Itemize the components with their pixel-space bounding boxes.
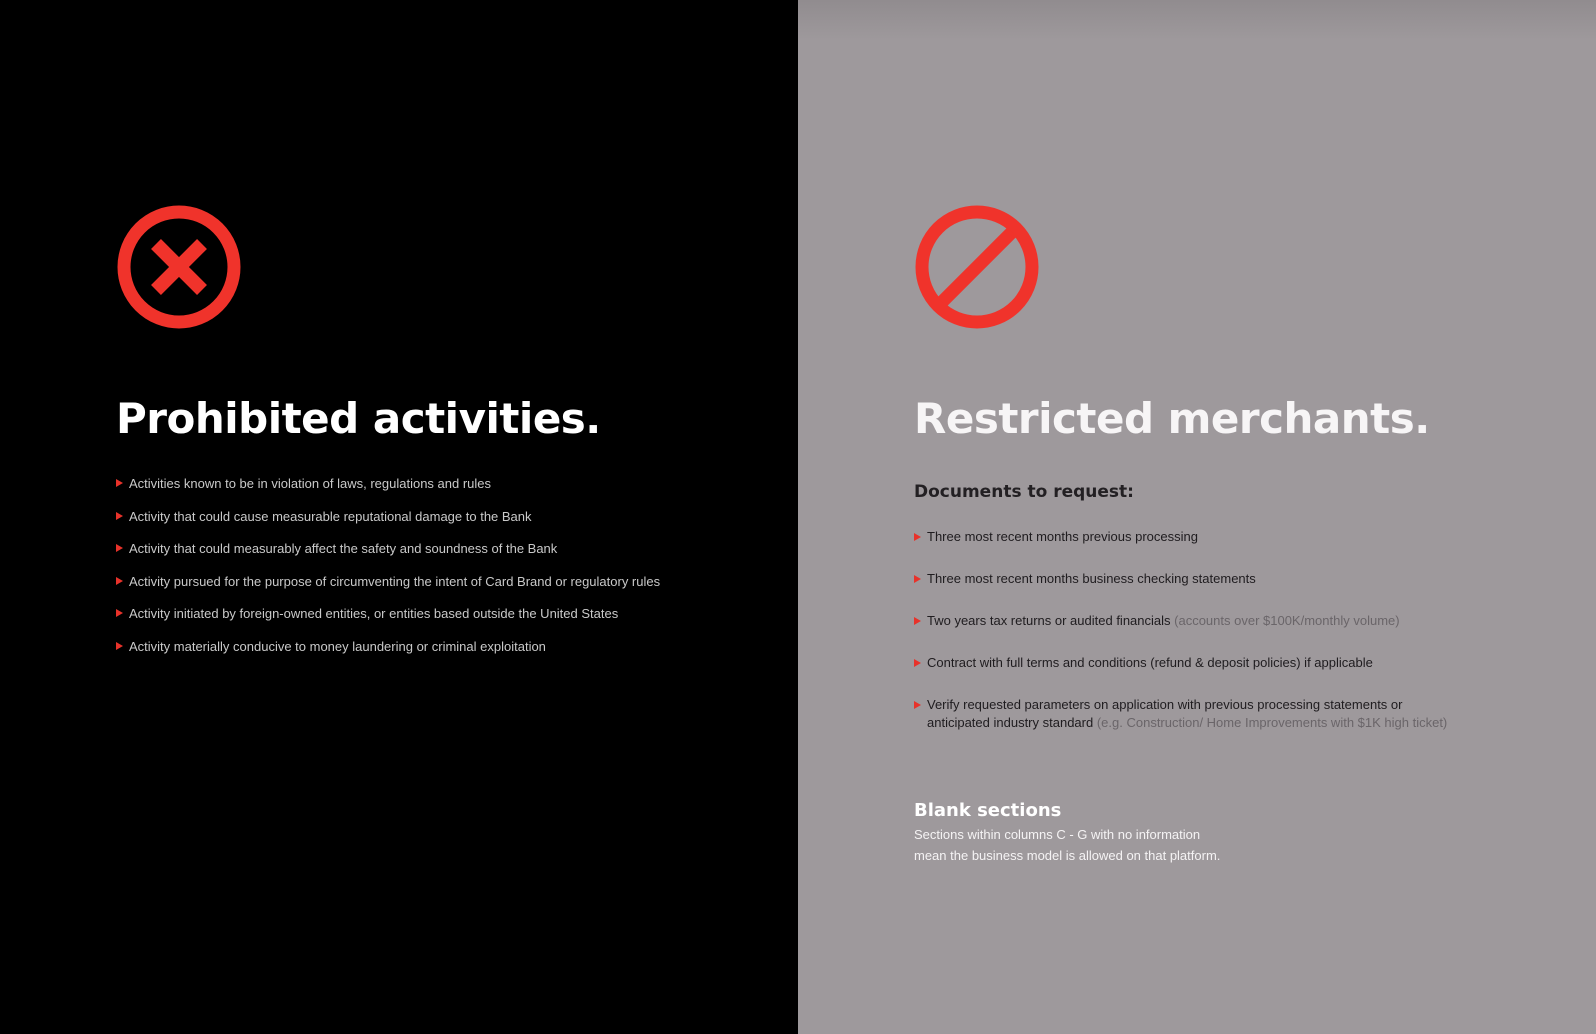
bullet-arrow-icon <box>116 577 123 585</box>
list-item: Three most recent months previous processing <box>914 528 1447 546</box>
restricted-heading: Restricted merchants. <box>914 394 1430 443</box>
documents-list <box>914 528 1447 756</box>
bullet-arrow-icon <box>914 617 921 625</box>
list-item: Activity materially conducive to money laundering or criminal exploitation <box>116 639 660 672</box>
bullet-arrow-icon <box>914 575 921 583</box>
list-item: Activities known to be in violation of laws, regulations and rules <box>116 476 660 509</box>
prohibited-sign-icon <box>914 204 1040 330</box>
bullet-arrow-icon <box>116 642 123 650</box>
list-item: Three most recent months business checking statements <box>914 570 1447 588</box>
list-item: Verify requested parameters on application with previous processing statements or anticipated industry standard (e.g. Construction/ Home Improvements with $1K high ticket) <box>914 696 1447 732</box>
blank-sections-text: Sections within columns C - G with no information mean the business model is allowed on that platform. <box>914 827 1221 863</box>
bullet-arrow-icon <box>914 701 921 709</box>
item-note: (e.g. Construction/ Home Improvements with $1K high ticket) <box>1096 715 1448 730</box>
list-item: Contract with full terms and conditions (refund & deposit policies) if applicable <box>914 654 1447 672</box>
documents-heading: Documents to request: <box>914 482 1134 502</box>
list-item: Activity initiated by foreign-owned entities, or entities based outside the United States <box>116 606 660 639</box>
bullet-arrow-icon <box>116 479 123 487</box>
item-note: (accounts over $100K/monthly volume) <box>1174 613 1400 628</box>
list-item: Activity that could measurably affect the safety and soundness of the Bank <box>116 541 660 574</box>
bullet-arrow-icon <box>116 609 123 617</box>
restricted-panel <box>798 0 1596 1034</box>
bullet-arrow-icon <box>914 533 921 541</box>
bullet-arrow-icon <box>116 512 123 520</box>
list-item: Activity pursued for the purpose of circumventing the intent of Card Brand or regulatory rules <box>116 574 660 607</box>
blank-sections-heading: Blank sections <box>914 800 1062 821</box>
x-circle-icon <box>116 204 242 330</box>
bullet-arrow-icon <box>116 544 123 552</box>
bullet-arrow-icon <box>914 659 921 667</box>
list-item: Two years tax returns or audited financials (accounts over $100K/monthly volume) <box>914 612 1447 630</box>
list-item: Activity that could cause measurable reputational damage to the Bank <box>116 509 660 542</box>
prohibited-heading: Prohibited activities. <box>116 394 601 443</box>
prohibited-list <box>116 476 660 672</box>
